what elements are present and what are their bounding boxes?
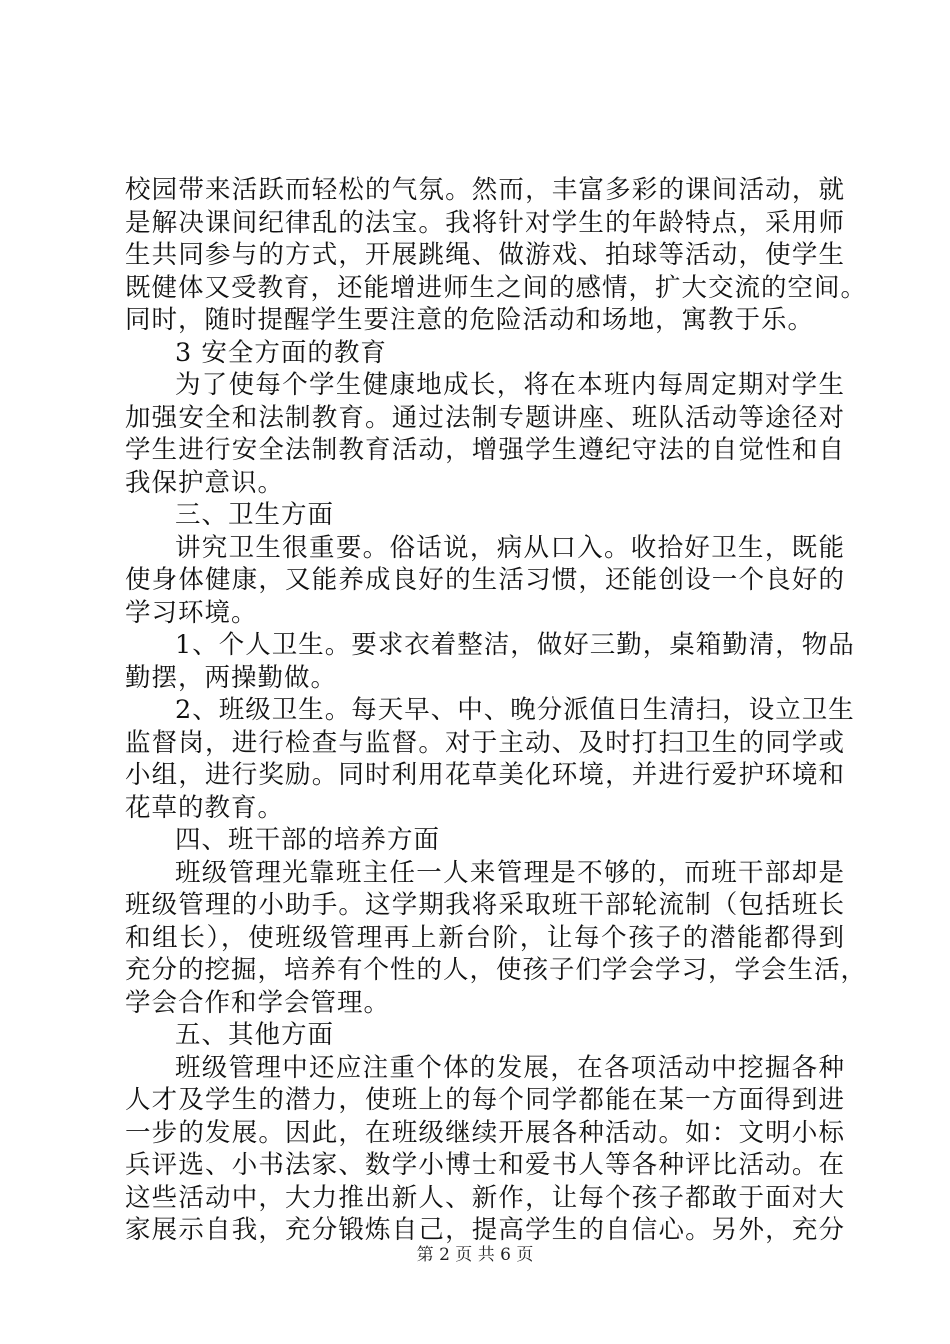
document-body	[125, 174, 868, 1247]
text-line: 同时，随时提醒学生要注意的危险活动和场地，寓教于乐。	[125, 305, 815, 335]
text-line: 校园带来活跃而轻松的气氛。然而，丰富多彩的课间活动，就	[125, 175, 845, 205]
paragraph-start-line: 讲究卫生很重要。俗话说，病从口入。收拾好卫生，既能	[175, 532, 845, 563]
text-line: 充分的挖掘，培养有个性的人，使孩子们学会学习，学会生活，	[125, 955, 868, 985]
text-line: 监督岗，进行检查与监督。对于主动、及时打扫卫生的同学或	[125, 727, 845, 758]
text-line: 生共同参与的方式，开展跳绳、做游戏、拍球等活动，使学生	[125, 240, 845, 270]
text-line: 和组长），使班级管理再上新台阶，让每个孩子的潜能都得到	[125, 922, 845, 953]
section-heading: 3 安全方面的教育	[175, 337, 387, 368]
text-line: 使身体健康，又能养成良好的生活习惯，还能创设一个良好的	[125, 565, 845, 595]
text-line: 一步的发展。因此，在班级继续开展各种活动。如：文明小标	[125, 1117, 845, 1148]
text-line: 花草的教育。	[125, 792, 285, 823]
text-line: 学生进行安全法制教育活动，增强学生遵纪守法的自觉性和自	[125, 435, 845, 465]
text-line: 既健体又受教育，还能增进师生之间的感情，扩大交流的空间。	[125, 272, 868, 303]
text-line: 学习环境。	[125, 597, 258, 628]
paragraph-start-line: 2、班级卫生。每天早、中、晚分派值日生清扫，设立卫生	[175, 695, 855, 725]
paragraph-start-line: 1、个人卫生。要求衣着整洁，做好三勤，桌箱勤清，物品	[175, 630, 855, 660]
text-line: 家展示自我，充分锻炼自己，提高学生的自信心。另外，充分	[125, 1215, 845, 1245]
page-number-footer: 第 2 页 共 6 页	[416, 1245, 534, 1265]
text-line: 是解决课间纪律乱的法宝。我将针对学生的年龄特点，采用师	[125, 207, 845, 238]
text-line: 小组，进行奖励。同时利用花草美化环境，并进行爱护环境和	[125, 760, 845, 790]
paragraph-start-line: 班级管理中还应注重个体的发展，在各项活动中挖掘各种	[175, 1052, 845, 1083]
text-line: 加强安全和法制教育。通过法制专题讲座、班队活动等途径对	[125, 402, 845, 433]
paragraph-start-line: 为了使每个学生健康地成长，将在本班内每周定期对学生	[175, 370, 845, 400]
text-line: 这些活动中，大力推出新人、新作，让每个孩子都敢于面对大	[125, 1182, 845, 1213]
section-heading: 五、其他方面	[175, 1020, 335, 1050]
text-line: 我保护意识。	[125, 467, 285, 498]
text-line: 兵评选、小书法家、数学小博士和爱书人等各种评比活动。在	[125, 1150, 845, 1180]
paragraph-start-line: 班级管理光靠班主任一人来管理是不够的，而班干部却是	[175, 857, 845, 888]
text-line: 人才及学生的潜力，使班上的每个同学都能在某一方面得到进	[125, 1085, 845, 1115]
section-heading: 四、班干部的培养方面	[175, 825, 441, 855]
text-line: 班级管理的小助手。这学期我将采取班干部轮流制（包括班长	[125, 890, 845, 920]
section-heading: 三、卫生方面	[175, 500, 335, 530]
text-line: 勤摆，两操勤做。	[125, 662, 338, 693]
text-line: 学会合作和学会管理。	[125, 987, 391, 1018]
